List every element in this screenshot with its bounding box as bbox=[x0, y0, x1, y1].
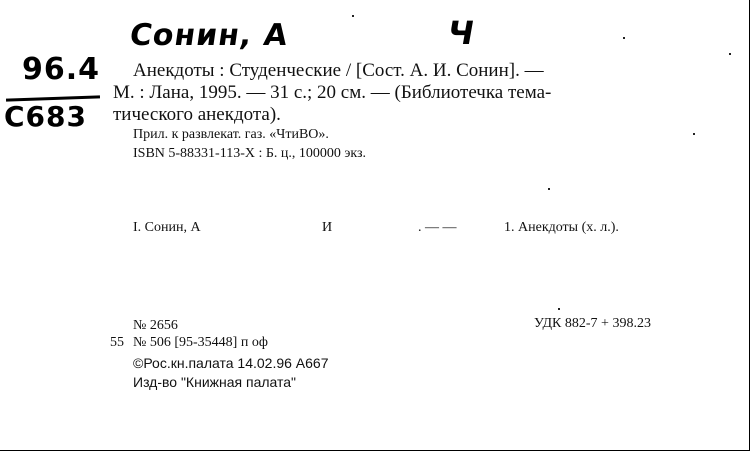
speck bbox=[352, 15, 354, 17]
tracing-author: I. Сонин, А bbox=[133, 220, 201, 235]
footer-prefix: 55 bbox=[110, 335, 124, 350]
card-number: № 2656 bbox=[133, 318, 178, 333]
entry-imprint-line: М. : Лана, 1995. — 31 с.; 20 см. — (Библиотечка тема- bbox=[113, 82, 552, 103]
udc-code: УДК 882-7 + 398.23 bbox=[534, 316, 651, 331]
handwritten-letter: Ч bbox=[444, 14, 479, 52]
tracing-initial: И bbox=[322, 220, 333, 235]
tracing-subject: 1. Анекдоты (х. л.). bbox=[504, 220, 619, 235]
tracing-dashes: . — — bbox=[418, 220, 457, 235]
entry-title-line: Анекдоты : Студенческие / [Сост. А. И. Сонин]. — bbox=[133, 60, 544, 81]
speck bbox=[729, 53, 731, 55]
speck bbox=[558, 308, 560, 310]
entry-note: Прил. к развлекат. газ. «ЧтиВО». bbox=[133, 127, 329, 142]
speck bbox=[693, 133, 695, 135]
handwritten-cutter-number: С683 bbox=[4, 100, 87, 133]
handwritten-author: Сонин, А bbox=[127, 18, 291, 53]
entry-isbn: ISBN 5-88331-113-X : Б. ц., 100000 экз. bbox=[133, 146, 367, 161]
entry-series-line: тического анекдота). bbox=[113, 104, 281, 125]
speck bbox=[548, 188, 550, 190]
order-number: № 506 [95-35448] п оф bbox=[133, 335, 268, 350]
book-chamber-stamp: ©Рос.кн.палата 14.02.96 А667 bbox=[133, 355, 329, 371]
handwritten-class-number: 96.4 bbox=[22, 52, 101, 87]
publisher-line: Изд-во "Книжная палата" bbox=[133, 374, 297, 390]
speck bbox=[623, 37, 625, 39]
